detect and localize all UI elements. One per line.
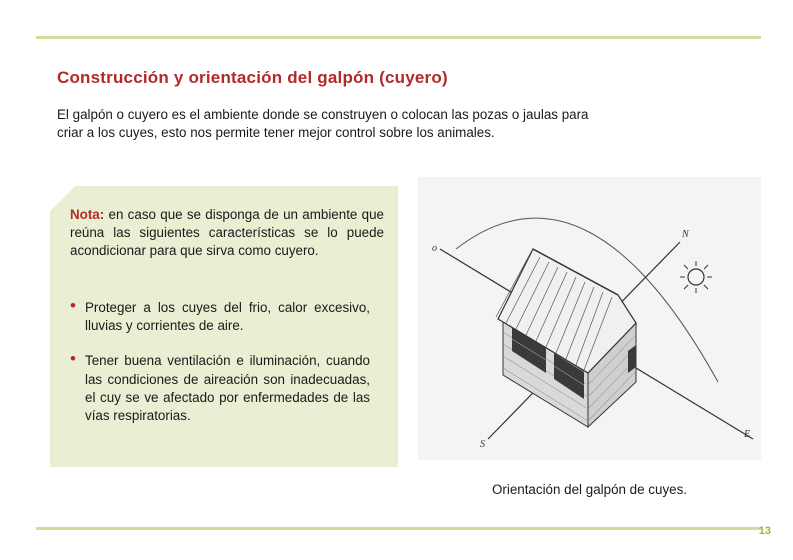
intro-line: criar a los cuyes, esto nos permite tener mejor control sobre los animales. bbox=[57, 125, 495, 140]
note-label: Nota: bbox=[70, 207, 105, 222]
list-item bbox=[70, 349, 370, 425]
compass-label-south: S bbox=[480, 439, 485, 450]
bullet-icon: • bbox=[70, 296, 76, 315]
bullet-icon: • bbox=[70, 349, 76, 369]
galpon-illustration bbox=[418, 177, 761, 460]
page-number: 13 bbox=[758, 525, 771, 537]
note-paragraph bbox=[70, 206, 384, 261]
compass-label-west: o bbox=[432, 243, 437, 254]
figure-caption: Orientación del galpón de cuyes. bbox=[491, 482, 688, 497]
galpon-building bbox=[496, 249, 636, 427]
bullet-text: Tener buena ventilación e iluminación, cuando las condiciones de aireación son inadecuadas, el cuy se ve afectado por enfermedades de las vías respiratorias. bbox=[85, 353, 370, 424]
bullet-text: Proteger a los cuyes del frio, calor excesivo, lluvias y corrientes de aire. bbox=[85, 300, 370, 334]
list-item bbox=[70, 296, 370, 335]
compass-label-north: N bbox=[682, 229, 689, 240]
bottom-rule bbox=[36, 527, 761, 530]
page-title: Construcción y orientación del galpón (cuyero) bbox=[57, 68, 448, 87]
note-text: en caso que se disponga de un ambiente que reúna las siguientes características se lo puede acondicionar para que sirva como cuyero. bbox=[70, 207, 384, 259]
bullet-list bbox=[70, 296, 370, 425]
sun-icon bbox=[680, 261, 712, 293]
top-rule bbox=[36, 36, 761, 39]
intro-line: El galpón o cuyero es el ambiente donde se construyen o colocan las pozas o jaulas para bbox=[57, 107, 589, 122]
compass-label-east: E bbox=[744, 429, 751, 440]
intro-paragraph bbox=[57, 106, 737, 142]
